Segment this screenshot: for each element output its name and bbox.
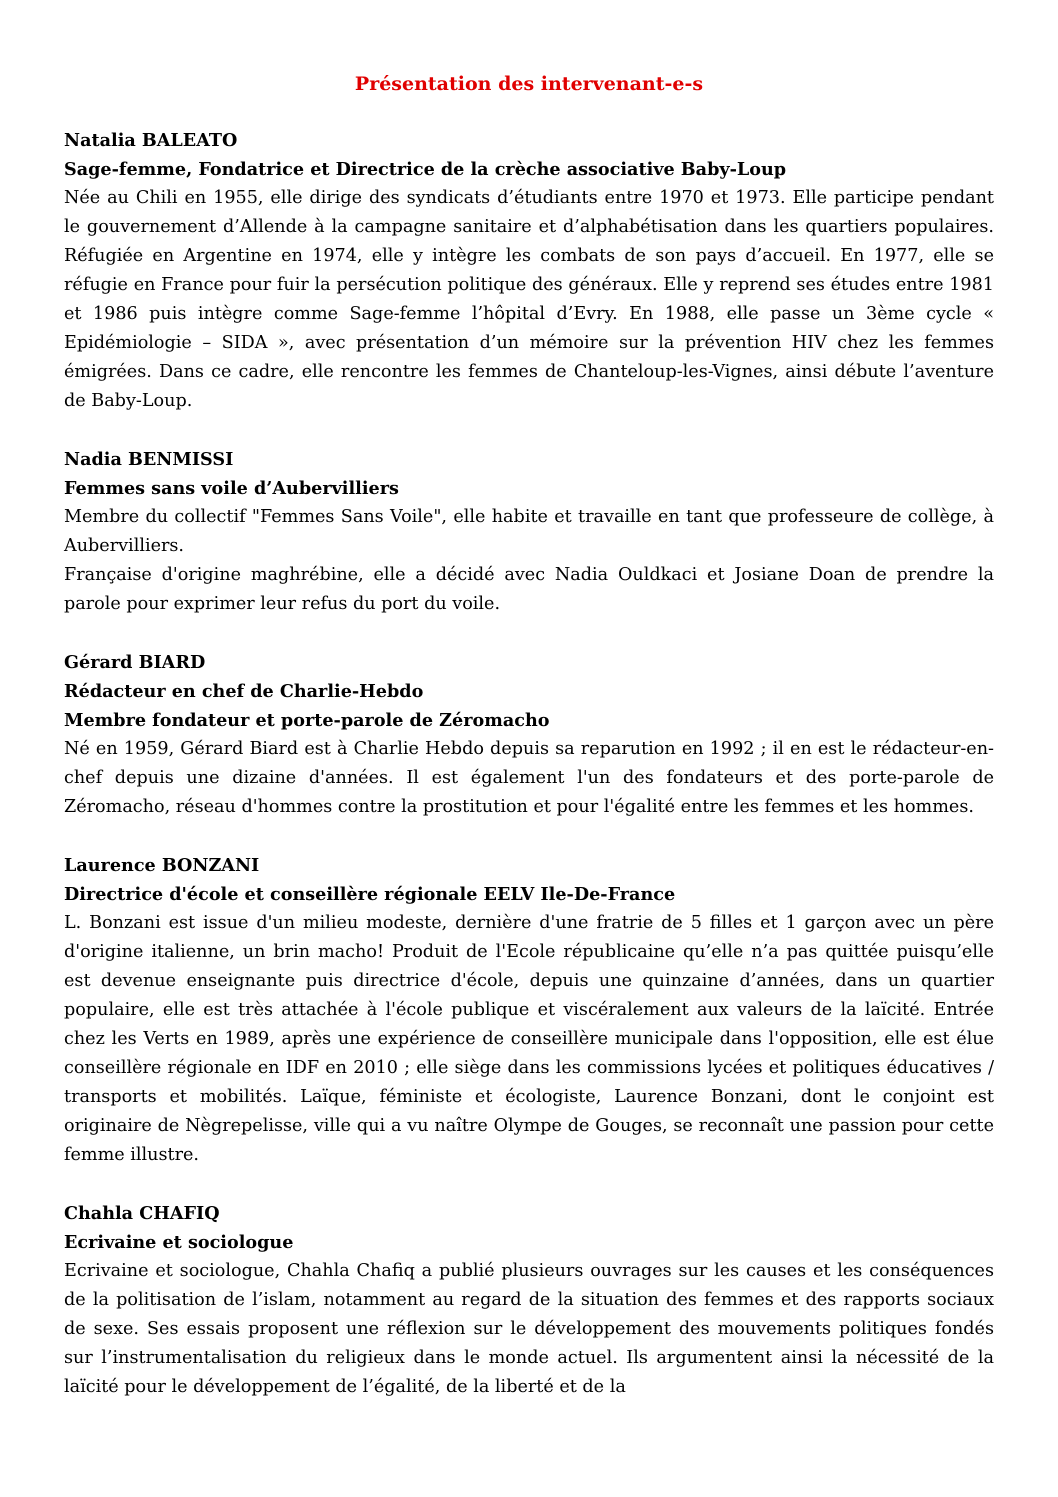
speaker-role: Rédacteur en chef de Charlie-Hebdo [64,681,424,702]
speaker-bio-paragraph: Né en 1959, Gérard Biard est à Charlie Hebdo depuis sa reparution en 1992 ; il en est le rédacteur-en-chef depuis une dizaine d'années. Il est également l'un des fondateurs et des porte-parole de Zéromacho, réseau d'hommes contre la prostitution et pour l'égalité entre les femmes et les hommes. [64,739,994,817]
speaker-name: Laurence BONZANI [64,855,260,876]
speaker-role: Directrice d'école et conseillère régionale EELV Ile-De-France [64,884,676,905]
speaker-section [64,126,994,416]
speaker-role: Ecrivaine et sociologue [64,1232,294,1253]
speaker-bio-paragraph: Française d'origine maghrébine, elle a décidé avec Nadia Ouldkaci et Josiane Doan de prendre la parole pour exprimer leur refus du port du voile. [64,565,994,614]
speaker-name: Chahla CHAFIQ [64,1203,220,1224]
speaker-section [64,445,994,619]
speakers-list [64,126,994,1402]
speaker-section [64,851,994,1170]
document-page [64,68,994,1431]
speaker-role: Femmes sans voile d’Aubervilliers [64,478,399,499]
speaker-section [64,1199,994,1402]
speaker-role: Sage-femme, Fondatrice et Directrice de la crèche associative Baby-Loup [64,159,787,180]
speaker-name: Gérard BIARD [64,652,206,673]
speaker-bio-paragraph: L. Bonzani est issue d'un milieu modeste, dernière d'une fratrie de 5 filles et 1 garçon avec un père d'origine italienne, un brin macho! Produit de l'Ecole républicaine qu’elle n’a pas quittée puisqu’elle est devenue enseignante puis directrice d'école, depuis une quinzaine d’années, dans un quartier populaire, elle est très attachée à l'école publique et viscéralement aux valeurs de la laïcité. Entrée chez les Verts en 1989, après une expérience de conseillère municipale dans l'opposition, elle est élue conseillère régionale en IDF en 2010 ; elle siège dans les commissions lycées et politiques éducatives / transports et mobilités. Laïque, féministe et écologiste, Laurence Bonzani, dont le conjoint est originaire de Nègrepelisse, ville qui a vu naître Olympe de Gouges, se reconnaît une passion pour cette femme illustre. [64,913,994,1165]
speaker-bio-paragraph: Ecrivaine et sociologue, Chahla Chafiq a publié plusieurs ouvrages sur les causes et les conséquences de la politisation de l’islam, notamment au regard de la situation des femmes et des rapports sociaux de sexe. Ses essais proposent une réflexion sur le développement des mouvements politiques fondés sur l’instrumentalisation du religieux dans le monde actuel. Ils argumentent ainsi la nécessité de la laïcité pour le développement de l’égalité, de la liberté et de la [64,1261,994,1397]
speaker-bio-paragraph: Née au Chili en 1955, elle dirige des syndicats d’étudiants entre 1970 et 1973. Elle participe pendant le gouvernement d’Allende à la campagne sanitaire et d’alphabétisation dans les quartiers populaires. Réfugiée en Argentine en 1974, elle y intègre les combats de son pays d’accueil. En 1977, elle se réfugie en France pour fuir la persécution politique des généraux. Elle y reprend ses études entre 1981 et 1986 puis intègre comme Sage-femme l’hôpital d’Evry. En 1988, elle passe un 3ème cycle « Epidémiologie – SIDA », avec présentation d’un mémoire sur la prévention HIV chez les femmes émigrées. Dans ce cadre, elle rencontre les femmes de Chanteloup-les-Vignes, ainsi débute l’aventure de Baby-Loup. [64,188,994,411]
speaker-bio-paragraph: Membre du collectif "Femmes Sans Voile", elle habite et travaille en tant que professeure de collège, à Aubervilliers. [64,507,994,556]
speaker-name: Natalia BALEATO [64,130,238,151]
speaker-role: Membre fondateur et porte-parole de Zéromacho [64,710,550,731]
page-title: Présentation des intervenant-e-s [354,73,704,95]
speaker-name: Nadia BENMISSI [64,449,234,470]
speaker-section [64,648,994,822]
